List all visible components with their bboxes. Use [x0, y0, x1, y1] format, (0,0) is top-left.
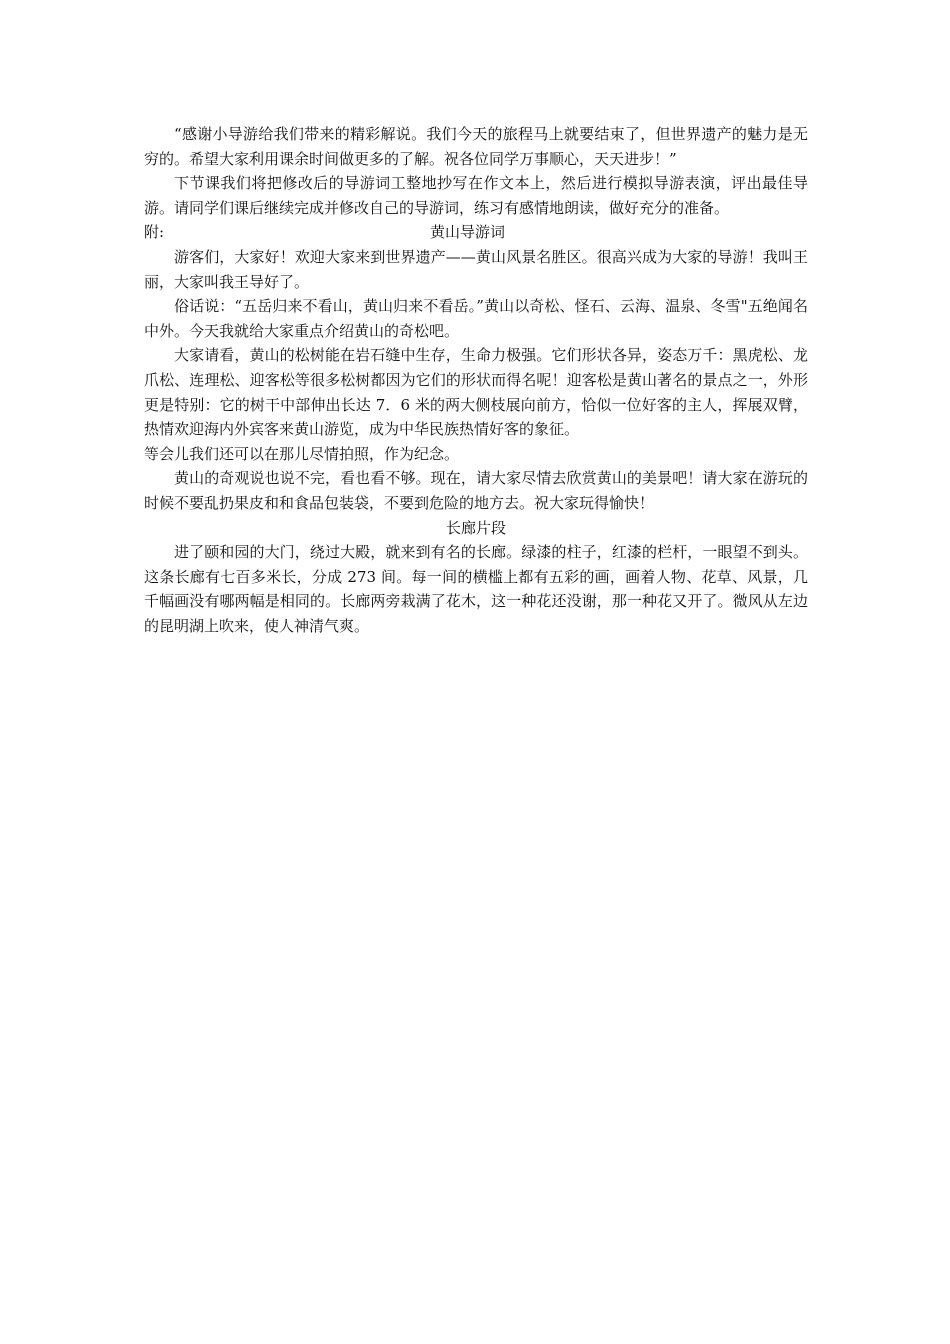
- changlang-title: 长廊片段: [445, 518, 506, 537]
- huangshan-paragraph-greeting: 游客们，大家好！欢迎大家来到世界遗产——黄山风景名胜区。很高兴成为大家的导游！我叫王丽，大家叫我王导好了。: [144, 247, 808, 291]
- huangshan-paragraph-photo: 等会儿我们还可以在那儿尽情拍照，作为纪念。: [144, 444, 460, 463]
- huangshan-paragraph-pines: 大家请看，黄山的松树能在岩石缝中生存，生命力极强。它们形状各异，姿态万千：黑虎松、龙爪松、连理松、迎客松等很多松树都因为它们的形状而得名呢！迎客松是黄山著名的景点之一，外形更是特别：它的树干中部伸出长达 7．6 米的两大侧枝展向前方，恰似一位好客的主人，挥展双臂，热情欢迎海内外宾客来黄山游览，成为中华民族热情好客的象征。: [144, 346, 808, 439]
- closing-quote-paragraph: “感谢小导游给我们带来的精彩解说。我们今天的旅程马上就要结束了，但世界遗产的魅力是无穷的。希望大家利用课余时间做更多的了解。祝各位同学万事顺心，天天进步！”: [144, 125, 808, 168]
- next-lesson-paragraph: 下节课我们将把修改后的导游词工整地抄写在作文本上，然后进行模拟导游表演，评出最佳导游。请同学们课后继续完成并修改自己的导游词，练习有感情地朗读，做好充分的准备。: [144, 174, 808, 217]
- huangshan-paragraph-closing: 黄山的奇观说也说不完，看也看不够。现在，请大家尽情去欣赏黄山的美景吧！请大家在游玩的时候不要乱扔果皮和和食品包装袋，不要到危险的地方去。祝大家玩得愉快！: [144, 469, 808, 512]
- huangshan-paragraph-saying: 俗话说：“五岳归来不看山，黄山归来不看岳。”黄山以奇松、怪石、云海、温泉、冬雪"五绝闻名中外。今天我就给大家重点介绍黄山的奇松吧。: [144, 297, 808, 340]
- changlang-paragraph: 进了颐和园的大门，绕过大殿，就来到有名的长廊。绿漆的柱子，红漆的栏杆，一眼望不到头。这条长廊有七百多米长，分成 273 间。每一间的横槛上都有五彩的画，画着人物、花草、风景，几千幅画没有哪两幅是相同的。长廊两旁栽满了花木，这一种花还没谢，那一种花又开了。微风从左边的昆明湖上吹来，使人神清气爽。: [144, 543, 808, 635]
- appendix-label: 附:: [144, 223, 165, 242]
- huangshan-title: 黄山导游词: [430, 223, 506, 242]
- document-page: [144, 122, 808, 638]
- appendix-heading-line: [144, 220, 808, 245]
